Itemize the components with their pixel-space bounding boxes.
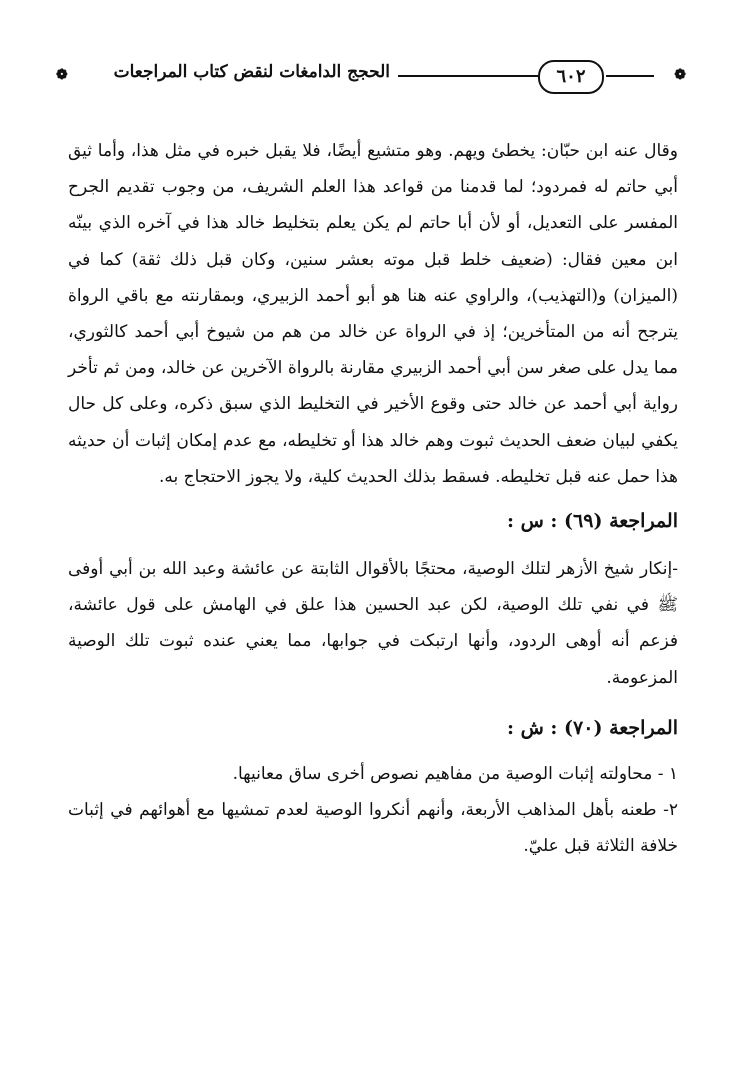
running-header bbox=[52, 58, 690, 94]
header-rule bbox=[398, 75, 538, 77]
ornament-icon: ❁ bbox=[56, 67, 68, 83]
paragraph: وقال عنه ابن حبّان: يخطئ ويهم. وهو متشيع أيضًا، فلا يقبل خبره في مثل هذا، وأما ثيق أبي حاتم له فمردود؛ لما قدمنا من قواعد هذا العلم الشريف، من وجوب تقديم الجرح المفسر على التعديل، أو لأن أبا حاتم لم يكن يعلم بتخليط خالد هذا في آخره الذي بينّه ابن معين فقال: (ضعيف خلط قبل موته بعشر سنين، وكان قبل ذلك ثقة) كما في (الميزان) و(التهذيب)، والراوي عنه هنا هو أبو أحمد الزبيري، وبمقارنته مع باقي الرواة يترجح أنه من المتأخرين؛ إذ في الرواة عن خالد من هم من شيوخ أبي أحمد كالثوري، مما يدل على صغر سن أبي أحمد الزبيري مقارنة بالرواة الآخرين عن خالد، ومن ثم تأخر رواية أبي أحمد عن خالد حتى وقوع الأخير في التخليط الذي سبق ذكره، وعلى كل حال يكفي لبيان ضعف الحديث ثبوت وهم خالد هذا أو تخليطه، مع عدم إمكان إثبات أن حديثه هذا حمل عنه قبل تخليطه. فسقط بذلك الحديث كلية، ولا يجوز الاحتجاج به. bbox=[68, 141, 678, 487]
paragraph: -إنكار شيخ الأزهر لتلك الوصية، محتجًا بالأقوال الثابتة عن عائشة وعبد الله بن أبي أوفى ﷺ في نفي تلك الوصية، لكن عبد الحسين هذا علق في الهامش على قول عائشة، فزعم أنه أوهى الردود، وأنها ارتبكت في جوابها، مما يعني عنده ثبوت تلك الوصية المزعومة. bbox=[68, 559, 678, 688]
list-item: ٢- طعنه بأهل المذاهب الأربعة، وأنهم أنكروا الوصية لعدم تمشيها مع أهوائهم في إثبات خلافة الثلاثة قبل عليّ. bbox=[68, 800, 678, 857]
ornament-icon: ❁ bbox=[674, 67, 686, 83]
page-body bbox=[68, 133, 678, 864]
book-title: الحجج الدامغات لنقض كتاب المراجعات bbox=[113, 62, 390, 82]
list-item: ١ - محاولته إثبات الوصية من مفاهيم نصوص أخرى ساق معانيها. bbox=[232, 763, 678, 784]
section-heading: المراجعة (٧٠) : ش : bbox=[506, 716, 678, 739]
header-rule bbox=[606, 75, 654, 77]
page-number: ٦٠٢ bbox=[538, 60, 604, 94]
section-heading: المراجعة (٦٩) : س : bbox=[506, 510, 678, 533]
